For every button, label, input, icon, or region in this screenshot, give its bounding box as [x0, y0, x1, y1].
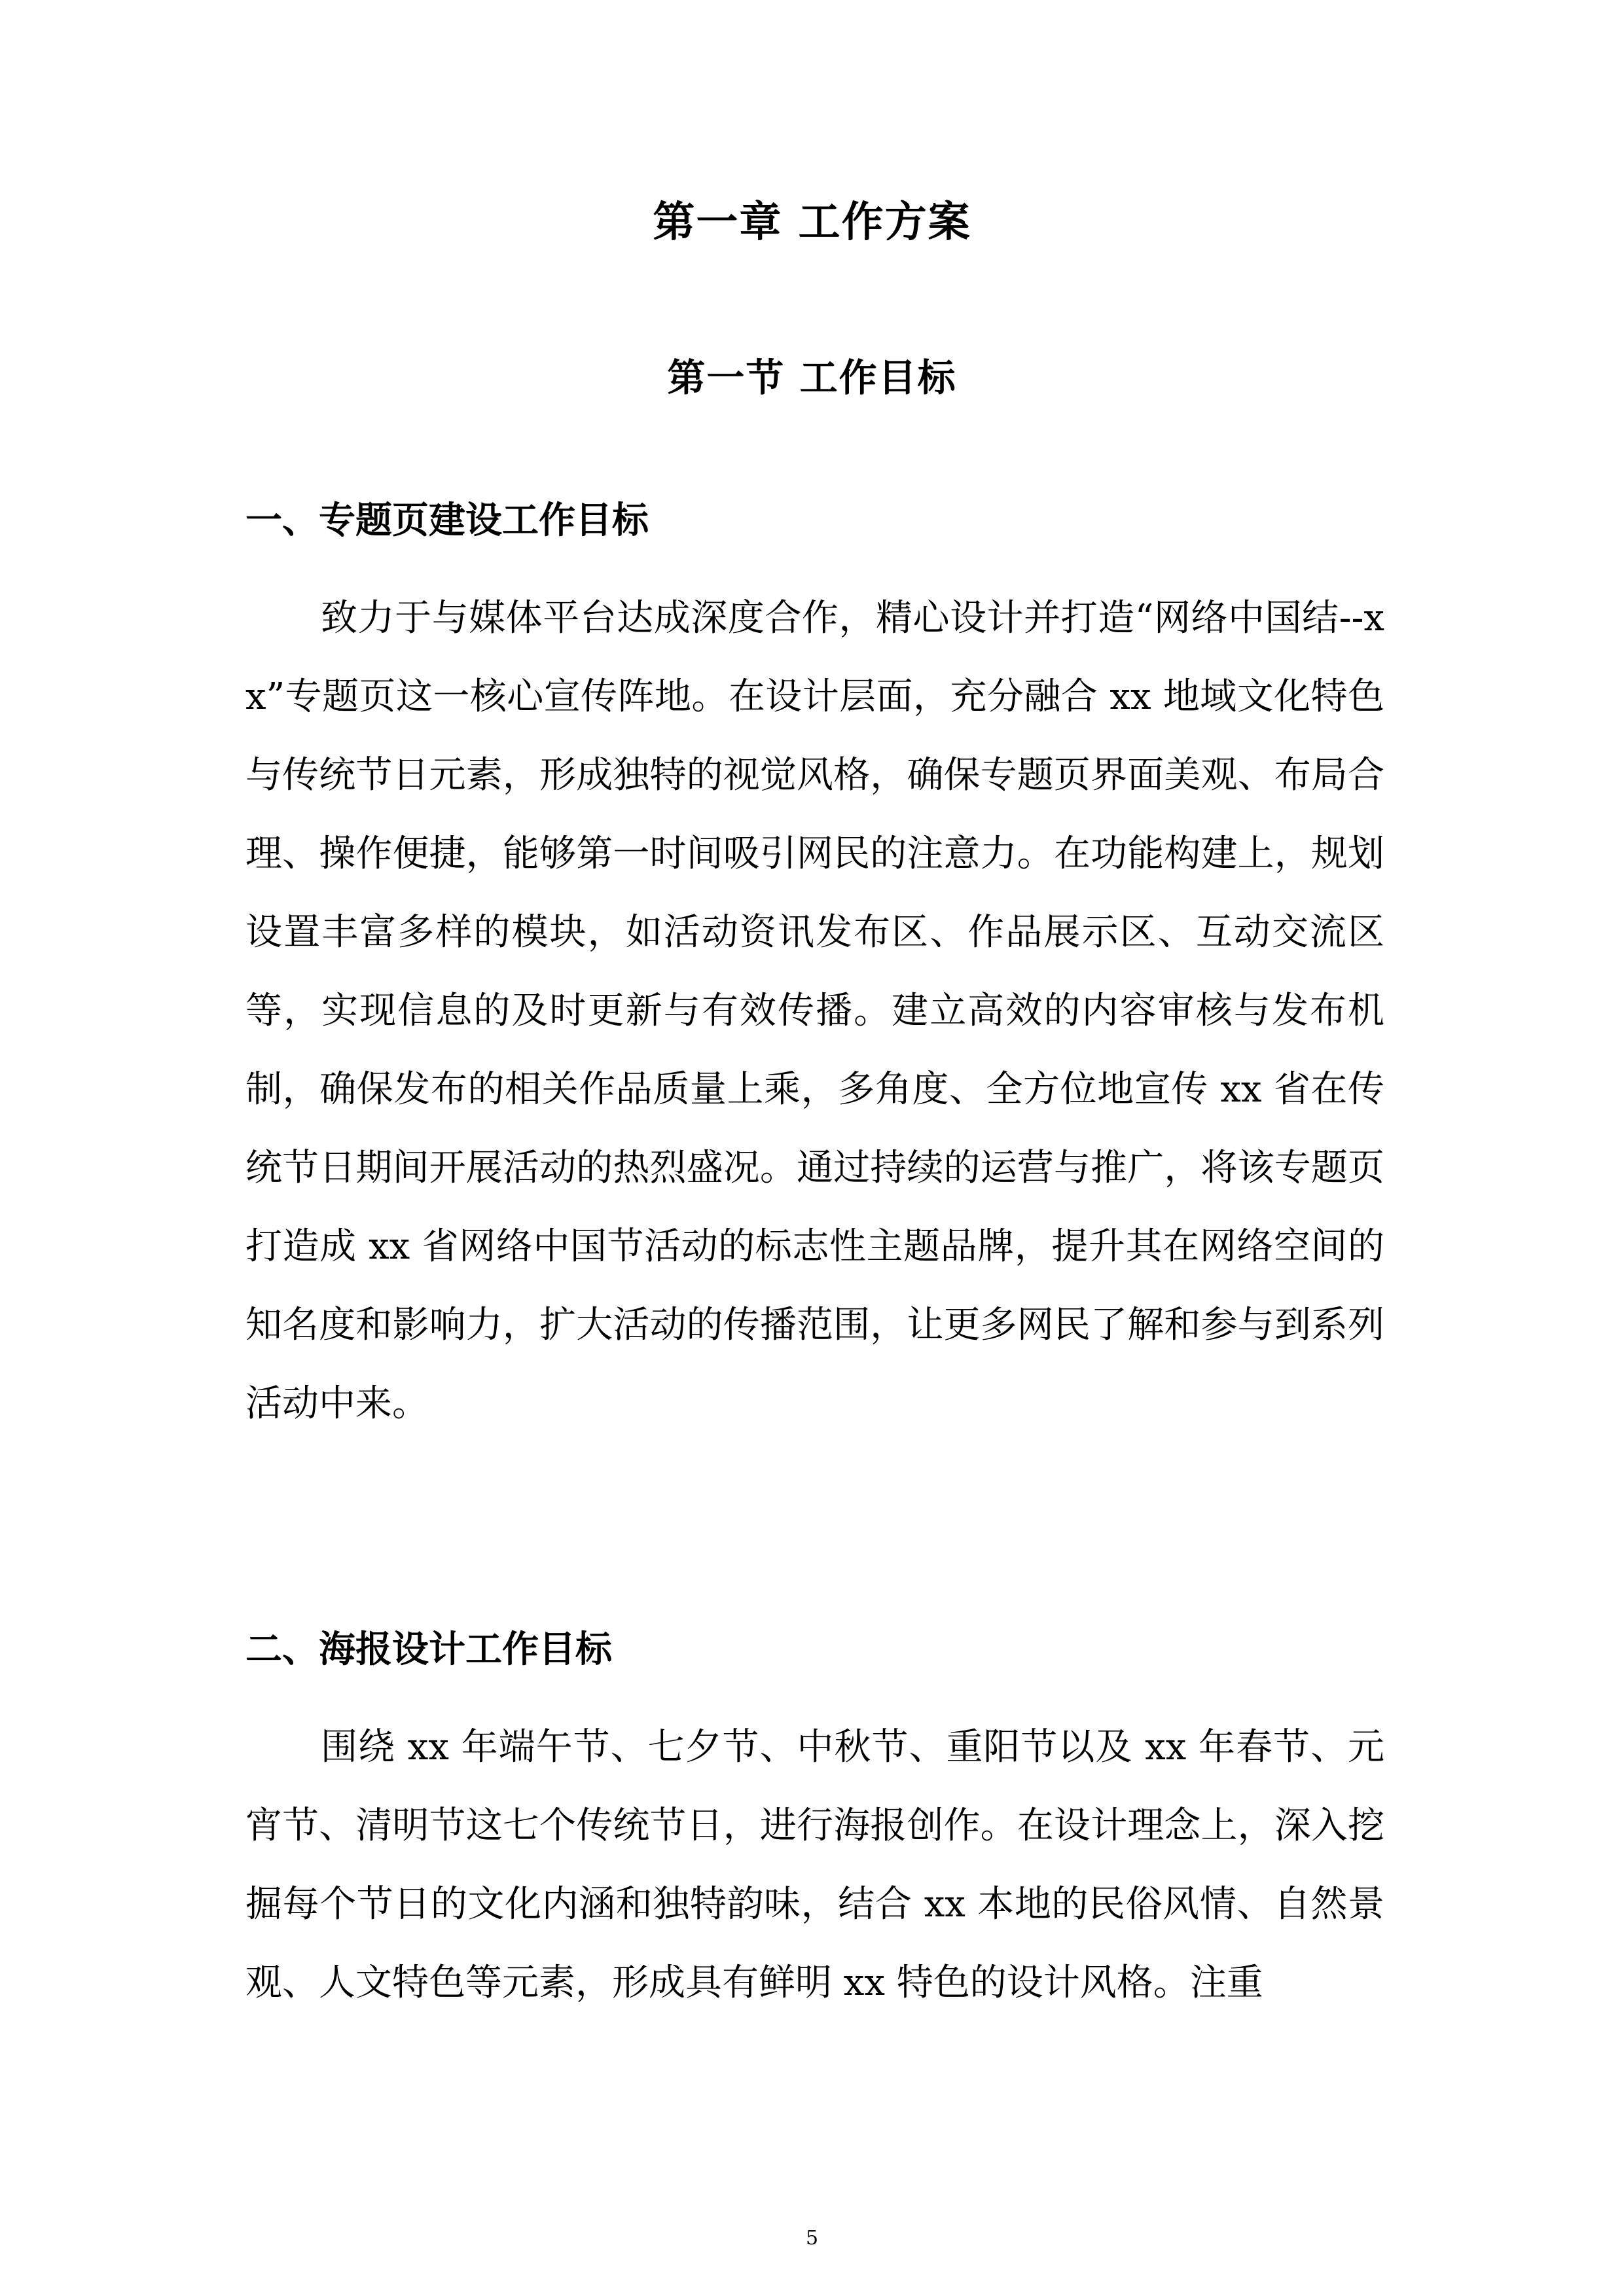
subsection-paragraph-2: 围绕 xx 年端午节、七夕节、中秋节、重阳节以及 xx 年春节、元宵节、清明节这七个传统节日，进行海报创作。在设计理念上，深入挖掘每个节日的文化内涵和独特韵味，结合 xx 本地的民俗风情、自然景观、人文特色等元素，形成具有鲜明 xx 特色的设计风格。注重: [245, 1726, 1384, 2004]
subsection-paragraph-1: 致力于与媒体平台达成深度合作，精心设计并打造“网络中国结--xx”专题页这一核心宣传阵地。在设计层面，充分融合 xx 地域文化特色与传统节日元素，形成独特的视觉风格，确保专题页界面美观、布局合理、操作便捷，能够第一时间吸引网民的注意力。在功能构建上，规划设置丰富多样的模块，如活动资讯发布区、作品展示区、互动交流区等，实现信息的及时更新与有效传播。建立高效的内容审核与发布机制，确保发布的相关作品质量上乘，多角度、全方位地宣传 xx 省在传统节日期间开展活动的热烈盛况。通过持续的运营与推广，将该专题页打造成 xx 省网络中国节活动的标志性主题品牌，提升其在网络空间的知名度和影响力，扩大活动的传播范围，让更多网民了解和参与到系列活动中来。: [245, 597, 1384, 1425]
section-title: 第一节 工作目标: [667, 355, 957, 400]
page-number: 5: [805, 2227, 819, 2250]
subsection-heading-2: 二、海报设计工作目标: [245, 1628, 612, 1671]
chapter-title: 第一章 工作方案: [653, 198, 971, 247]
subsection-heading-1: 一、专题页建设工作目标: [245, 499, 649, 542]
